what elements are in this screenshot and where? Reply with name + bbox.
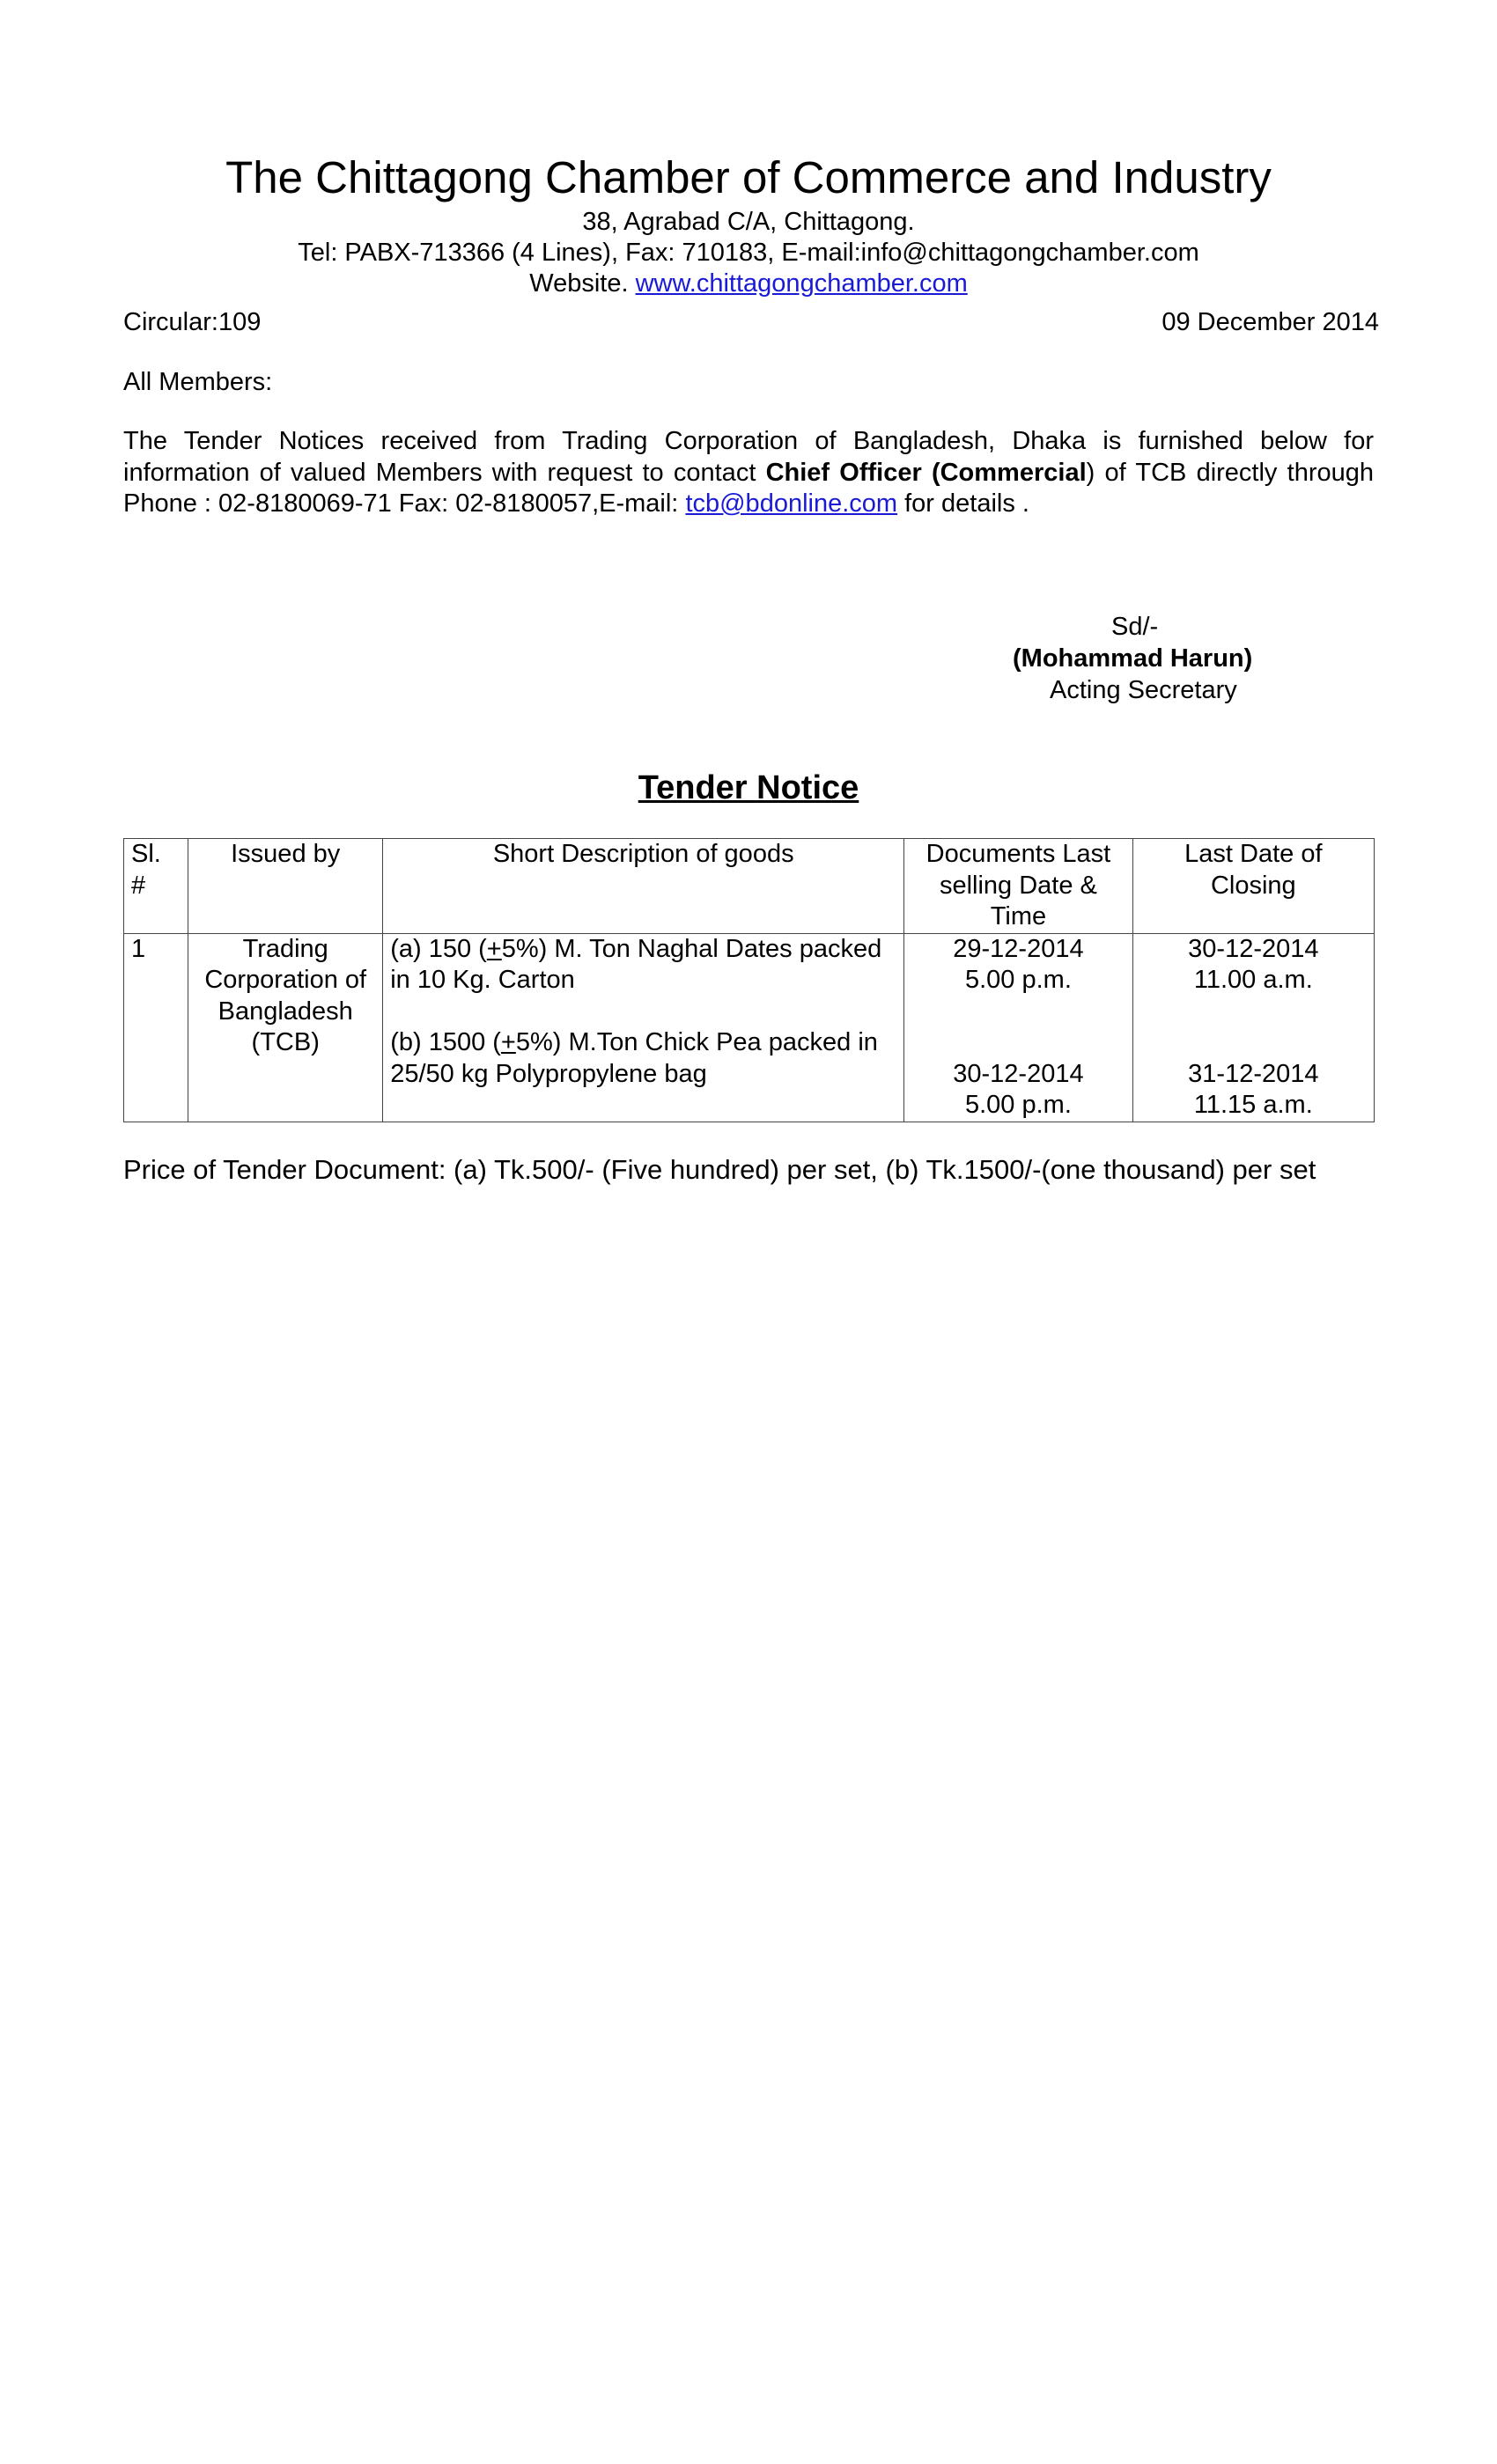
header-description: Short Description of goods xyxy=(383,839,904,934)
website-line xyxy=(123,268,1374,299)
close-b-date: 31-12-2014 xyxy=(1188,1059,1319,1088)
item-b-line2: 25/50 kg Polypropylene bag xyxy=(390,1059,707,1088)
item-spacer xyxy=(390,997,896,1028)
item-b-line1 xyxy=(390,1027,896,1059)
docs-a-time: 5.00 p.m. xyxy=(964,966,1072,994)
signature-title: Acting Secretary xyxy=(1050,676,1237,704)
address-line: 38, Agrabad C/A, Chittagong. xyxy=(582,208,915,236)
item-a-prefix: (a) 150 ( xyxy=(390,934,487,963)
docs-a-date: 29-12-2014 xyxy=(953,934,1084,963)
issued-line2: Corporation of xyxy=(204,966,367,994)
cell-closing xyxy=(1132,933,1374,1122)
tender-price: Price of Tender Document: (a) Tk.500/- (Five hundred) per set, (b) Tk.1500/-(one thousand) per set xyxy=(123,1154,1316,1185)
cell-issued-by xyxy=(188,933,383,1122)
item-a-rest: 5%) M. Ton Naghal Dates packed xyxy=(501,934,882,963)
body-text-3: for details . xyxy=(897,489,1029,518)
table-row xyxy=(124,933,1375,1122)
signature-sd: Sd/- xyxy=(1111,613,1159,641)
item-a-line2: in 10 Kg. Carton xyxy=(390,966,575,994)
header-docs-line1: Documents Last xyxy=(925,840,1111,868)
website-label: Website. xyxy=(529,269,629,298)
tender-notice-title: Tender Notice xyxy=(638,769,859,806)
header-closing-line2: Closing xyxy=(1210,871,1296,900)
item-b-plus-minus: + xyxy=(500,1028,516,1056)
docs-b-time: 5.00 p.m. xyxy=(964,1091,1072,1119)
body-text-2: ) of TCB directly through Phone : 02-8180069-71 Fax: 02-8180057,E-mail: xyxy=(123,458,1374,518)
signature-name: (Mohammad Harun) xyxy=(1013,644,1253,673)
table-header-row xyxy=(124,839,1375,934)
cell-description xyxy=(383,933,904,1122)
circular-date: 09 December 2014 xyxy=(1161,308,1379,336)
close-spacer xyxy=(1140,997,1367,1059)
docs-b-date: 30-12-2014 xyxy=(953,1059,1084,1088)
header-docs-line2: selling Date & xyxy=(939,871,1097,900)
email-link[interactable]: tcb@bdonline.com xyxy=(685,489,898,518)
circular-number: Circular:109 xyxy=(123,308,262,336)
body-paragraph xyxy=(123,426,1374,520)
close-a-time: 11.00 a.m. xyxy=(1193,966,1313,994)
body-bold-contact: Chief Officer (Commercial xyxy=(765,458,1087,487)
item-a-line1 xyxy=(390,934,896,966)
item-b-prefix: (b) 1500 ( xyxy=(390,1028,501,1056)
header-docs-line3: Time xyxy=(990,902,1047,930)
organization-name: The Chittagong Chamber of Commerce and Industry xyxy=(225,152,1272,202)
item-a-plus-minus: + xyxy=(486,934,502,963)
salutation: All Members: xyxy=(123,368,273,396)
header-sl-line1: Sl. xyxy=(131,840,161,868)
header-documents xyxy=(904,839,1132,934)
website-link[interactable]: www.chittagongchamber.com xyxy=(635,269,968,298)
item-b-rest: 5%) M.Ton Chick Pea packed in xyxy=(515,1028,878,1056)
header-issued-by: Issued by xyxy=(188,839,383,934)
signature-block xyxy=(1013,611,1365,706)
close-b-time: 11.15 a.m. xyxy=(1193,1091,1313,1119)
issued-line1: Trading xyxy=(242,934,328,963)
issued-line4: (TCB) xyxy=(251,1028,320,1056)
close-a-date: 30-12-2014 xyxy=(1188,934,1319,963)
cell-documents xyxy=(904,933,1132,1122)
cell-sl: 1 xyxy=(124,933,188,1122)
issued-line3: Bangladesh xyxy=(218,997,353,1026)
header-closing-line1: Last Date of xyxy=(1184,840,1323,868)
header-closing xyxy=(1132,839,1374,934)
tender-table xyxy=(123,838,1375,1122)
body-text-1: The Tender Notices received from Trading Corporation of Bangladesh, Dhaka is furnished below for information of valued Members with request to contact xyxy=(123,427,1374,487)
docs-spacer xyxy=(911,997,1125,1059)
contact-line: Tel: PABX-713366 (4 Lines), Fax: 710183, E-mail:info@chittagongchamber.com xyxy=(298,239,1199,267)
header-sl xyxy=(124,839,188,934)
header-sl-line2: # xyxy=(131,871,146,900)
